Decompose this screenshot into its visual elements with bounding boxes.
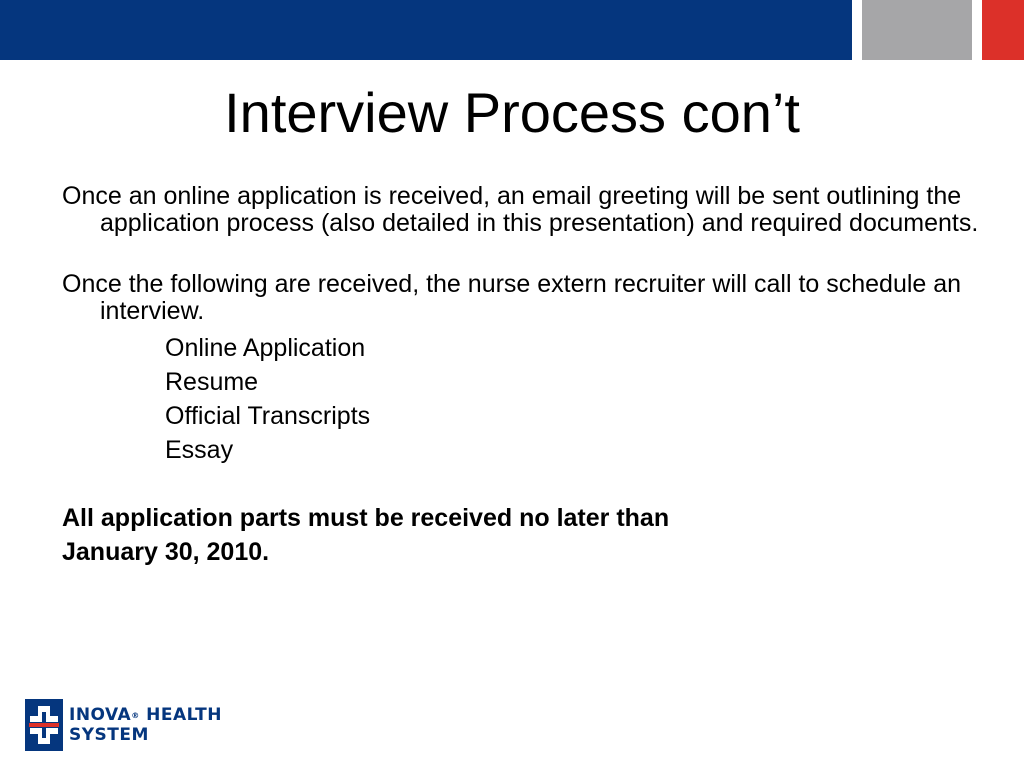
inova-cross-icon [25, 699, 63, 751]
list-item: Online Application [165, 334, 366, 362]
required-items-list [165, 331, 982, 467]
list-item: Resume [165, 368, 259, 396]
top-bar-gray [862, 0, 972, 60]
paragraph-email-greeting: Once an online application is received, an email greeting will be sent outlining the application process (also detailed in this presentation) and required documents. [62, 182, 979, 237]
deadline-line-2: January 30, 2010. [62, 538, 270, 566]
inova-logo [25, 698, 255, 752]
paragraph-interview-schedule: Once the following are received, the nurse extern recruiter will call to schedule an interview. [62, 270, 962, 325]
deadline-line-1: All application parts must be received no later than [62, 504, 670, 532]
top-bar-blue [0, 0, 852, 60]
logo-line-2: SYSTEM [69, 725, 149, 745]
slide-body [62, 183, 982, 569]
list-item: Essay [165, 436, 234, 464]
top-bar-red [982, 0, 1024, 60]
top-color-bar [0, 0, 1024, 60]
logo-line-1: INOVA® HEALTH [69, 705, 222, 725]
logo-wordmark [69, 705, 222, 745]
list-item: Official Transcripts [165, 402, 371, 430]
slide-title: Interview Process con’t [224, 81, 800, 144]
